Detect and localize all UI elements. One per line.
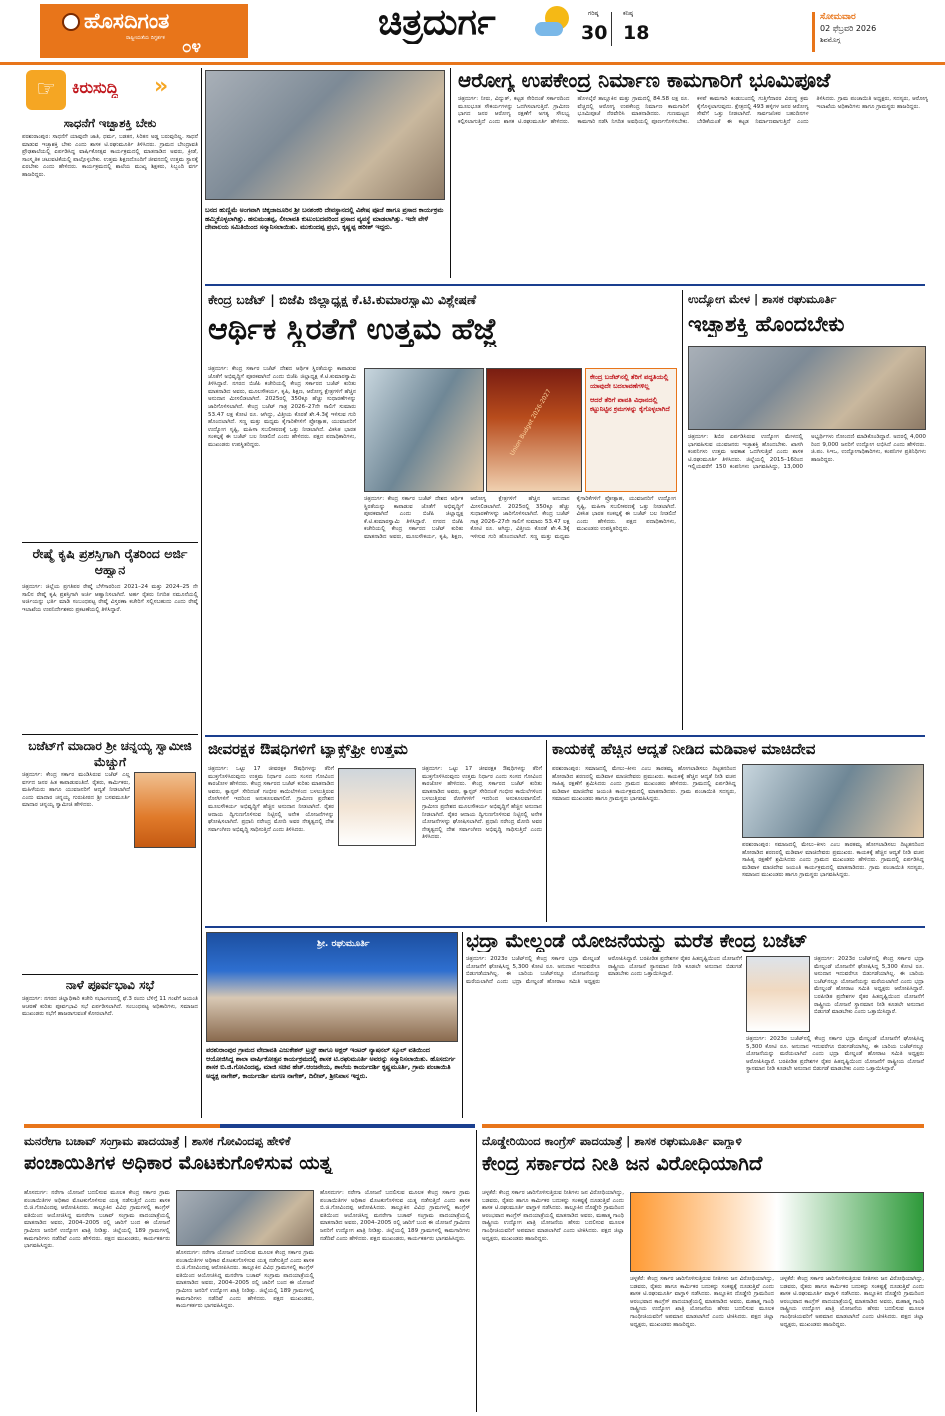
bhadra-headline: ಭದ್ರಾ ಮೇಲ್ದಂಡೆ ಯೋಜನೆಯನ್ನು ಮರೆತ ಕೇಂದ್ರ ಬಜೆಟ್	[466, 930, 808, 952]
column-rule	[201, 68, 202, 1118]
column-rule	[546, 740, 547, 922]
bottom-left-kicker: ಮನರೇಗಾ ಬಚಾವ್ ಸಂಗ್ರಾಮ ಪಾದಯಾತ್ರೆ | ಶಾಸಕ ಗೋವಿಂದಪ್ಪ ಹೇಳಿಕೆ	[24, 1134, 291, 1148]
school-photo-caption: ಪರಶುರಾಂಪುರ ಗ್ರಾಮದ ವೇದಾವತಿ ಎಜುಕೇಶನ್ ಟ್ರಸ್ಟ್ ಹಾಗೂ ಅಕ್ಷರ್ ಇಂಟರ್ ನ್ಯಾಷನಲ್ ಸ್ಕೂಲ್ ವತಿಯಿಂದ ಆಯೋಜಿಸಿದ್ದ ಶಾಲಾ ವಾರ್ಷಿಕೋತ್ಸವ ಕಾರ್ಯಕ್ರಮದಲ್ಲಿ ಶಾಸಕ ಟಿ.ರಘುಮೂರ್ತಿ ಅವರನ್ನು ಸನ್ಮಾನಿಸಲಾಯಿತು. ಹೊಸದುರ್ಗ ಶಾಸಕ ಬಿ.ಜಿ.ಗೋವಿಂದಪ್ಪ, ಮಾಜಿ ಸಚಿವ ಹೆಚ್.ಆಂಜನೇಯ, ಶಾಲೆಯ ಕಾರ್ಯದರ್ಶಿ ಕೃಷ್ಣಮೂರ್ತಿ, ಗ್ರಾಮ ಪಂಚಾಯಿತಿ ಅಧ್ಯಕ್ಷ ನಾಗೇಶ್, ಕಾರ್ಯದರ್ಶಿ ಮಗಣ ನಾಗೇಶ್, ದಿಲೀಪ್, ಶ್ರೀನಿವಾಸ ಇದ್ದರು.	[206, 1046, 456, 1080]
bottom-right-body-col3: ಚಳ್ಳಕೆರೆ: ಕೇಂದ್ರ ಸರ್ಕಾರ ಜಾರಿಗೊಳಿಸುತ್ತಿರುವ ನೀತಿಗಳು ಜನ ವಿರೋಧಿಯಾಗಿದ್ದು, ಬಡವರು, ರೈತರು ಹಾಗೂ ಕಾರ್ಮಿಕರ ಬದುಕನ್ನು ಸಂಕಷ್ಟಕ್ಕೆ ದೂಡುತ್ತಿವೆ ಎಂದು ಶಾಸಕ ಟಿ.ರಘುಮೂರ್ತಿ ವಾಗ್ದಾಳಿ ನಡೆಸಿದರು. ತಾಲ್ಲೂಕಿನ ದೊಡ್ಡೇರಿ ಗ್ರಾಮದಿಂದ ಆರಂಭವಾದ ಕಾಂಗ್ರೆಸ್ ಪಾದಯಾತ್ರೆಯಲ್ಲಿ ಮಾತನಾಡಿದ ಅವರು, ಮಹಾತ್ಮ ಗಾಂಧಿ ರಾಷ್ಟ್ರೀಯ ಉದ್ಯೋಗ ಖಾತ್ರಿ ಯೋಜನೆಯ ಹೆಸರು ಬದಲಿಸುವ ಮೂಲಕ ಗಾಂಧೀಜಿಯವರಿಗೆ ಅಪಮಾನ ಮಾಡಲಾಗಿದೆ ಎಂದು ಟೀಕಿಸಿದರು. ಪಕ್ಷದ ಜಿಲ್ಲಾ ಅಧ್ಯಕ್ಷರು, ಮುಖಂಡರು ಹಾಜರಿದ್ದರು.	[780, 1276, 924, 1328]
temple-photo	[205, 70, 445, 200]
day-name: ಸೋಮವಾರ	[820, 12, 856, 22]
bottom-right-kicker: ದೊಡ್ಡೇರಿಯಿಂದ ಕಾಂಗ್ರೆಸ್ ಪಾದಯಾತ್ರೆ | ಶಾಸಕ ರಘುಮೂರ್ತಿ ವಾಗ್ದಾಳಿ	[482, 1134, 742, 1148]
udyoga-headline: ಇಚ್ಛಾಶಕ್ತಿ ಹೊಂದಬೇಕು	[688, 312, 845, 336]
sun-cloud-icon	[533, 6, 573, 46]
mp-photo	[338, 768, 416, 846]
weather-low-label: ಕನಿಷ್ಠ	[623, 10, 634, 17]
madivala-headline: ಕಾಯಕಕ್ಕೆ ಹೆಚ್ಚಿನ ಆದ್ಯತೆ ನೀಡಿದ ಮಡಿವಾಳ ಮಾಚಿದೇವ	[552, 740, 816, 758]
bottom-right-body-col1: ಚಳ್ಳಕೆರೆ: ಕೇಂದ್ರ ಸರ್ಕಾರ ಜಾರಿಗೊಳಿಸುತ್ತಿರುವ ನೀತಿಗಳು ಜನ ವಿರೋಧಿಯಾಗಿದ್ದು, ಬಡವರು, ರೈತರು ಹಾಗೂ ಕಾರ್ಮಿಕರ ಬದುಕನ್ನು ಸಂಕಷ್ಟಕ್ಕೆ ದೂಡುತ್ತಿವೆ ಎಂದು ಶಾಸಕ ಟಿ.ರಘುಮೂರ್ತಿ ವಾಗ್ದಾಳಿ ನಡೆಸಿದರು. ತಾಲ್ಲೂಕಿನ ದೊಡ್ಡೇರಿ ಗ್ರಾಮದಿಂದ ಆರಂಭವಾದ ಕಾಂಗ್ರೆಸ್ ಪಾದಯಾತ್ರೆಯಲ್ಲಿ ಮಾತನಾಡಿದ ಅವರು, ಮಹಾತ್ಮ ಗಾಂಧಿ ರಾಷ್ಟ್ರೀಯ ಉದ್ಯೋಗ ಖಾತ್ರಿ ಯೋಜನೆಯ ಹೆಸರು ಬದಲಿಸುವ ಮೂಲಕ ಗಾಂಧೀಜಿಯವರಿಗೆ ಅಪಮಾನ ಮಾಡಲಾಗಿದೆ ಎಂದು ಟೀಕಿಸಿದರು. ಪಕ್ಷದ ಜಿಲ್ಲಾ ಅಧ್ಯಕ್ಷರು, ಮುಖಂಡರು ಹಾಜರಿದ್ದರು.	[482, 1190, 624, 1242]
story1-body: ಪರಶುರಾಂಪುರ: ಸಾಧನೆಗೆ ಯಾವುದೇ ಜಾತಿ, ಧರ್ಮ, ಬಡತನ, ಸಿರಿತನ ಅಡ್ಡ ಬರುವುದಿಲ್ಲ. ಸಾಧನೆ ಮಾಡುವ ಇಚ್ಛಾಶಕ್ತಿ ಬೇಕು ಎಂದು ಶಾಸಕ ಟಿ.ರಘುಮೂರ್ತಿ ತಿಳಿಸಿದರು. ಗ್ರಾಮದ ಬೇಂದ್ರಾವತಿ ಪ್ರೌಢಶಾಲೆಯಲ್ಲಿ ಏರ್ಪಡಿಸಿದ್ದ ವಾರ್ಷಿಕೋತ್ಸವ ಕಾರ್ಯಕ್ರಮದಲ್ಲಿ ಮಾತನಾಡಿದ ಅವರು, ಕ್ರೀಡೆ, ಸಾಂಸ್ಕೃತಿಕ ಚಟುವಟಿಕೆಯಲ್ಲಿ ಪಾಲ್ಗೊಳ್ಳಬೇಕು. ಉತ್ತಮ ಶಿಕ್ಷಣದೊಂದಿಗೆ ಜೀವನದಲ್ಲಿ ಉತ್ತಮ ಸ್ಥಾನಕ್ಕೆ ಏರಬೇಕು ಎಂದು ಹೇಳಿದರು. ಕಾರ್ಯಕ್ರಮದಲ್ಲಿ ಶಾಲೆಯ ಮುಖ್ಯ ಶಿಕ್ಷಕರು, ಸಿಬ್ಬಂದಿ ವರ್ಗ ಹಾಜರಿದ್ದರು.	[22, 134, 198, 178]
logo-emblem-icon	[62, 13, 80, 31]
weather-high: 30	[581, 22, 608, 44]
section-rule	[205, 926, 925, 928]
budget-quote-1: ಕೇಂದ್ರ ಬಜೆಟ್‌ನಲ್ಲಿ ತೆರಿಗೆ ಪದ್ಧತಿಯಲ್ಲಿ ಯಾವುದೇ ಬದಲಾವಣೆಗಳಿಲ್ಲ	[590, 373, 669, 390]
tax-body-cont: ಚಿತ್ರದುರ್ಗ: ಒಟ್ಟು 17 ಜೀವರಕ್ಷಕ ಔಷಧಿಗಳನ್ನು ತೆರಿಗೆ ಮುಕ್ತಗೊಳಿಸಿರುವುದು ಉತ್ತಮ ನಿರ್ಧಾರ ಎಂದು ಸಂಸದ ಗೋವಿಂದ ಕಾರಜೋಳ ಹೇಳಿದರು. ಕೇಂದ್ರ ಸರ್ಕಾರದ ಬಜೆಟ್ ಕುರಿತು ಮಾತನಾಡಿದ ಅವರು, ಕ್ಯಾನ್ಸರ್ ಸೇರಿದಂತೆ ಗಂಭೀರ ಕಾಯಿಲೆಗಳಿಂದ ಬಳಲುತ್ತಿರುವ ರೋಗಿಗಳಿಗೆ ಇದರಿಂದ ಅನುಕೂಲವಾಗಲಿದೆ. ಗ್ರಾಮೀಣ ಪ್ರದೇಶದ ಮೂಲಸೌಕರ್ಯ ಅಭಿವೃದ್ಧಿಗೆ ಹೆಚ್ಚಿನ ಅನುದಾನ ನೀಡಲಾಗಿದೆ. ರೈತರ ಆದಾಯ ದ್ವಿಗುಣಗೊಳಿಸುವ ನಿಟ್ಟಿನಲ್ಲಿ ಅನೇಕ ಯೋಜನೆಗಳನ್ನು ಘೋಷಿಸಲಾಗಿದೆ. ಪ್ರಧಾನಿ ನರೇಂದ್ರ ಮೋದಿ ಅವರ ನೇತೃತ್ವದಲ್ಲಿ ದೇಶ ಸರ್ವಾಂಗೀಣ ಅಭಿವೃದ್ಧಿ ಸಾಧಿಸುತ್ತಿದೆ ಎಂದು ತಿಳಿಸಿದರು.	[422, 766, 542, 841]
masthead-logo-block	[40, 4, 248, 58]
school-photo-banner: ಶ್ರೀ. ರಘುಮೂರ್ತಿ	[317, 939, 370, 949]
udyoga-kicker: ಉದ್ಯೋಗ ಮೇಳ | ಶಾಸಕ ರಘುಮೂರ್ತಿ	[688, 292, 837, 306]
weather-low: 18	[623, 22, 650, 44]
madivala-photo	[742, 764, 924, 838]
story1-title: ಸಾಧನೆಗೆ ಇಚ್ಛಾಶಕ್ತಿ ಬೇಕು	[63, 116, 157, 130]
column-rule	[462, 932, 463, 1118]
weather-high-label: ಗರಿಷ್ಠ	[588, 10, 599, 17]
date-text: 02 ಫೆಬ್ರವರಿ 2026	[820, 24, 877, 33]
budget-kicker: ಕೇಂದ್ರ ಬಜೆಟ್ | ಬಿಜೆಪಿ ಜಿಲ್ಲಾಧ್ಯಕ್ಷ ಕೆ.ಟಿ.ಕುಮಾರಸ್ವಾಮಿ ವಿಶ್ಲೇಷಣೆ	[208, 292, 477, 307]
bottom-right-headline: ಕೇಂದ್ರ ಸರ್ಕಾರದ ನೀತಿ ಜನ ವಿರೋಧಿಯಾಗಿದೆ	[482, 1152, 763, 1175]
bottom-section-rule-left	[24, 1124, 220, 1128]
budget-minister-photo	[486, 368, 582, 492]
kirusuddi-label: ಕಿರುಸುದ್ದಿ	[72, 78, 119, 97]
udyoga-body: ಚಿತ್ರದುರ್ಗ: ಶಿಬಿರ ಏರ್ಪಡಿಸಿರುವ ಉದ್ಯೋಗ ಮೇಳದಲ್ಲಿ ಭಾಗವಹಿಸುವ ಯುವಜನರು ಇಚ್ಛಾಶಕ್ತಿ ಹೊಂದಬೇಕು. ಖಾಸಗಿ ಕಂಪನಿಗಳು ಉತ್ತಮ ಅವಕಾಶ ಒದಗಿಸುತ್ತಿವೆ ಎಂದು ಶಾಸಕ ಟಿ.ರಘುಮೂರ್ತಿ ತಿಳಿಸಿದರು. ಜಿಲ್ಲೆಯಲ್ಲಿ 2015–16ರಿಂದ ಇಲ್ಲಿಯವರೆಗೆ 150 ಕಂಪನಿಗಳು ಭಾಗವಹಿಸಿದ್ದು, 13,000 ಅಭ್ಯರ್ಥಿಗಳು ನೋಂದಣಿ ಮಾಡಿಕೊಂಡಿದ್ದಾರೆ. ಅದರಲ್ಲಿ 4,000 ರಿಂದ 9,000 ಜನರಿಗೆ ಉದ್ಯೋಗ ಲಭಿಸಿದೆ ಎಂದು ಹೇಳಿದರು. ಜಿ.ಪಂ. ಸಿಇಒ, ಉದ್ಯೋಗಾಧಿಕಾರಿಗಳು, ಕಂಪನಿಗಳ ಪ್ರತಿನಿಧಿಗಳು ಹಾಜರಿದ್ದರು.	[688, 434, 926, 471]
story3-title: ಬಜೆಟ್‌ಗೆ ಮಾದಾರ ಶ್ರೀ ಚನ್ನಯ್ಯ ಸ್ವಾಮೀಜಿ ಮೆಚ್ಚುಗೆ	[28, 739, 192, 769]
masthead-rule	[0, 62, 945, 65]
arogya-body: ಚಿತ್ರದುರ್ಗ: ನೀರು, ವಿದ್ಯುತ್, ಕಟ್ಟಡ ಸೇರಿದಂತೆ ಸರ್ಕಾರದಿಂದ ಮೂಲಭೂತ ಸೌಕರ್ಯಗಳನ್ನು ಒದಗಿಸಲಾಗುತ್ತಿದೆ. ಗ್ರಾಮೀಣ ಭಾಗದ ಜನರ ಆರೋಗ್ಯ ರಕ್ಷಣೆಗೆ ಅಗತ್ಯ ಸೌಲಭ್ಯ ಕಲ್ಪಿಸಲಾಗುತ್ತಿದೆ ಎಂದು ಶಾಸಕ ಟಿ.ರಘುಮೂರ್ತಿ ಹೇಳಿದರು. ಹೊಳಲ್ಕೆರೆ ತಾಲ್ಲೂಕಿನ ಮತ್ತು ಗ್ರಾಮದಲ್ಲಿ 84.58 ಲಕ್ಷ ರೂ. ವೆಚ್ಚದಲ್ಲಿ ಆರೋಗ್ಯ ಉಪಕೇಂದ್ರ ನಿರ್ಮಾಣ ಕಾಮಗಾರಿಗೆ ಭೂಮಿಪೂಜೆ ನೆರವೇರಿಸಿ ಮಾತನಾಡಿದರು. ಗುಣಮಟ್ಟದ ಕಾಮಗಾರಿ ನಡೆಸಿ ನಿಗದಿತ ಅವಧಿಯಲ್ಲಿ ಪೂರ್ಣಗೊಳಿಸಬೇಕು. ಕಳಪೆ ಕಾಮಗಾರಿ ಕಂಡುಬಂದಲ್ಲಿ ಗುತ್ತಿಗೆದಾರರ ವಿರುದ್ಧ ಕ್ರಮ ಕೈಗೊಳ್ಳಲಾಗುವುದು. ಕ್ಷೇತ್ರದಲ್ಲಿ 493 ಹಳ್ಳಿಗಳ ಜನರ ಆರೋಗ್ಯ ಸೇವೆಗೆ ಒತ್ತು ನೀಡಲಾಗಿದೆ. ಸಾರ್ವಜನಿಕರ ಬಹುದಿನಗಳ ಬೇಡಿಕೆಯಂತೆ ಈ ಕಟ್ಟಡ ನಿರ್ಮಾಣವಾಗುತ್ತಿದೆ ಎಂದು ತಿಳಿಸಿದರು. ಗ್ರಾಮ ಪಂಚಾಯಿತಿ ಅಧ್ಯಕ್ಷರು, ಸದಸ್ಯರು, ಆರೋಗ್ಯ ಇಲಾಖೆಯ ಅಧಿಕಾರಿಗಳು ಹಾಗೂ ಗ್ರಾಮಸ್ಥರು ಹಾಜರಿದ್ದರು.	[458, 96, 928, 125]
divider	[22, 542, 198, 543]
tax-body: ಚಿತ್ರದುರ್ಗ: ಒಟ್ಟು 17 ಜೀವರಕ್ಷಕ ಔಷಧಿಗಳನ್ನು ತೆರಿಗೆ ಮುಕ್ತಗೊಳಿಸಿರುವುದು ಉತ್ತಮ ನಿರ್ಧಾರ ಎಂದು ಸಂಸದ ಗೋವಿಂದ ಕಾರಜೋಳ ಹೇಳಿದರು. ಕೇಂದ್ರ ಸರ್ಕಾರದ ಬಜೆಟ್ ಕುರಿತು ಮಾತನಾಡಿದ ಅವರು, ಕ್ಯಾನ್ಸರ್ ಸೇರಿದಂತೆ ಗಂಭೀರ ಕಾಯಿಲೆಗಳಿಂದ ಬಳಲುತ್ತಿರುವ ರೋಗಿಗಳಿಗೆ ಇದರಿಂದ ಅನುಕೂಲವಾಗಲಿದೆ. ಗ್ರಾಮೀಣ ಪ್ರದೇಶದ ಮೂಲಸೌಕರ್ಯ ಅಭಿವೃದ್ಧಿಗೆ ಹೆಚ್ಚಿನ ಅನುದಾನ ನೀಡಲಾಗಿದೆ. ರೈತರ ಆದಾಯ ದ್ವಿಗುಣಗೊಳಿಸುವ ನಿಟ್ಟಿನಲ್ಲಿ ಅನೇಕ ಯೋಜನೆಗಳನ್ನು ಘೋಷಿಸಲಾಗಿದೆ. ಪ್ರಧಾನಿ ನರೇಂದ್ರ ಮೋದಿ ಅವರ ನೇತೃತ್ವದಲ್ಲಿ ದೇಶ ಸರ್ವಾಂಗೀಣ ಅಭಿವೃದ್ಧಿ ಸಾಧಿಸುತ್ತಿದೆ ಎಂದು ತಿಳಿಸಿದರು.	[208, 766, 334, 833]
temple-photo-caption: ಬನದ ಹುಣ್ಣಿಮೆ ಅಂಗವಾಗಿ ಚಿಕ್ಕಜಾಜೂರಿನ ಶ್ರೀ ಬನಶಂಕರಿ ದೇವಸ್ಥಾನದಲ್ಲಿ ವಿಶೇಷ ಪೂಜೆ ಹಾಗೂ ಪ್ರಸಾದ ಕಾರ್ಯಕ್ರಮ ಹಮ್ಮಿಕೊಳ್ಳಲಾಗಿತ್ತು. ಹನುಮಂತಪ್ಪ, ಲೀಲಾವತಿ ಕುಟುಂಬದವರಿಂದ ಪ್ರಸಾದ ವ್ಯವಸ್ಥೆ ಮಾಡಲಾಗಿತ್ತು. ಇದೇ ವೇಳೆ ದೇವಾಲಯ ಸಮಿತಿಯಿಂದ ಸನ್ಮಾನಿಸಲಾಯಿತು. ಮುಕುಂದಪ್ಪ ಪ್ರಭು, ಕೃಷ್ಣಪ್ಪ ಹರೀಶ್ ಇದ್ದರು.	[205, 206, 444, 232]
school-photo	[206, 932, 458, 1042]
column-rule	[450, 68, 451, 278]
bottom-left-body-col2: ಹೊಸದುರ್ಗ: ನರೇಗಾ ಯೋಜನೆ ಬದಲಿಸುವ ಮೂಲಕ ಕೇಂದ್ರ ಸರ್ಕಾರ ಗ್ರಾಮ ಪಂಚಾಯಿತಿಗಳ ಅಧಿಕಾರ ಮೊಟಕುಗೊಳಿಸುವ ಯತ್ನ ನಡೆಸುತ್ತಿದೆ ಎಂದು ಶಾಸಕ ಬಿ.ಜಿ.ಗೋವಿಂದಪ್ಪ ಆರೋಪಿಸಿದರು. ತಾಲ್ಲೂಕಿನ ವಿವಿಧ ಗ್ರಾಮಗಳಲ್ಲಿ ಕಾಂಗ್ರೆಸ್ ವತಿಯಿಂದ ಆಯೋಜಿಸಿದ್ದ ಮನರೇಗಾ ಬಚಾವ್ ಸಂಗ್ರಾಮ ಪಾದಯಾತ್ರೆಯಲ್ಲಿ ಮಾತನಾಡಿದ ಅವರು, 2004–2005 ರಲ್ಲಿ ಜಾರಿಗೆ ಬಂದ ಈ ಯೋಜನೆ ಗ್ರಾಮೀಣ ಜನರಿಗೆ ಉದ್ಯೋಗ ಖಾತ್ರಿ ನೀಡಿತ್ತು. ಜಿಲ್ಲೆಯಲ್ಲಿ 189 ಗ್ರಾಮಗಳಲ್ಲಿ ಕಾಮಗಾರಿಗಳು ನಡೆದಿವೆ ಎಂದು ಹೇಳಿದರು. ಪಕ್ಷದ ಮುಖಂಡರು, ಕಾರ್ಯಕರ್ತರು ಭಾಗವಹಿಸಿದ್ದರು.	[176, 1250, 314, 1310]
budget-headline: ಆರ್ಥಿಕ ಸ್ಥಿರತೆಗೆ ಉತ್ತಮ ಹೆಜ್ಜೆ	[208, 312, 498, 347]
tagline: ರಾಷ್ಟ್ರೀಯತೆಯ ದಿಗ್ದರ್ಶಕ	[126, 35, 165, 41]
budget-body-col1: ಚಿತ್ರದುರ್ಗ: ಕೇಂದ್ರ ಸರ್ಕಾರ ಬಜೆಟ್ ದೇಶದ ಆರ್ಥಿಕ ಸ್ಥಿರತೆಯನ್ನು ಕಾಪಾಡುವ ಜೊತೆಗೆ ಅಭಿವೃದ್ಧಿಗೆ ಪೂರಕವಾಗಿದೆ ಎಂದು ಬಿಜೆಪಿ ಜಿಲ್ಲಾಧ್ಯಕ್ಷ ಕೆ.ಟಿ.ಕುಮಾರಸ್ವಾಮಿ ತಿಳಿಸಿದ್ದಾರೆ. ನಗರದ ಬಿಜೆಪಿ ಕಚೇರಿಯಲ್ಲಿ ಕೇಂದ್ರ ಸರ್ಕಾರದ ಬಜೆಟ್ ಕುರಿತು ಮಾತನಾಡಿದ ಅವರು, ಮೂಲಸೌಕರ್ಯ, ಕೃಷಿ, ಶಿಕ್ಷಣ, ಆರೋಗ್ಯ ಕ್ಷೇತ್ರಗಳಿಗೆ ಹೆಚ್ಚಿನ ಅನುದಾನ ಮೀಸಲಿಡಲಾಗಿದೆ. 2025ರಲ್ಲಿ 350ಕ್ಕೂ ಹೆಚ್ಚು ಸುಧಾರಣೆಗಳನ್ನು ಜಾರಿಗೊಳಿಸಲಾಗಿದೆ. ಕೇಂದ್ರ ಬಜೆಟ್ ಗಾತ್ರ 2026–27ನೇ ಸಾಲಿಗೆ ಸುಮಾರು 53.47 ಲಕ್ಷ ಕೋಟಿ ರೂ. ಆಗಿದ್ದು, ವಿತ್ತೀಯ ಕೊರತೆ ಶೇ.4.3ಕ್ಕೆ ಇಳಿಸುವ ಗುರಿ ಹೊಂದಲಾಗಿದೆ. ಸಣ್ಣ ಮತ್ತು ಮಧ್ಯಮ ಕೈಗಾರಿಕೆಗಳಿಗೆ ಪ್ರೋತ್ಸಾಹ, ಯುವಜನರಿಗೆ ಉದ್ಯೋಗ ಸೃಷ್ಟಿ, ಮಹಿಳಾ ಸಬಲೀಕರಣಕ್ಕೆ ಒತ್ತು ನೀಡಲಾಗಿದೆ. ವಿಕಸಿತ ಭಾರತ ಸಂಕಲ್ಪಕ್ಕೆ ಈ ಬಜೆಟ್ ಬಲ ನೀಡಲಿದೆ ಎಂದು ಹೇಳಿದರು. ಪಕ್ಷದ ಪದಾಧಿಕಾರಿಗಳು, ಮುಖಂಡರು ಉಪಸ್ಥಿತರಿದ್ದರು.	[208, 366, 356, 448]
bhadra-body: ಚಿತ್ರದುರ್ಗ: 2023ರ ಬಜೆಟ್‌ನಲ್ಲಿ ಕೇಂದ್ರ ಸರ್ಕಾರ ಭದ್ರಾ ಮೇಲ್ದಂಡೆ ಯೋಜನೆಗೆ ಘೋಷಿಸಿದ್ದ 5,300 ಕೋಟಿ ರೂ. ಅನುದಾನ ಇದುವರೆಗೂ ಬಿಡುಗಡೆಯಾಗಿಲ್ಲ. ಈ ಬಾರಿಯ ಬಜೆಟ್‌ನಲ್ಲೂ ಯೋಜನೆಯನ್ನು ಮರೆಯಲಾಗಿದೆ ಎಂದು ಭದ್ರಾ ಮೇಲ್ದಂಡೆ ಹೋರಾಟ ಸಮಿತಿ ಅಧ್ಯಕ್ಷರು ಆರೋಪಿಸಿದ್ದಾರೆ. ಬರಪೀಡಿತ ಪ್ರದೇಶಗಳ ರೈತರ ಹಿತದೃಷ್ಟಿಯಿಂದ ಯೋಜನೆಗೆ ರಾಷ್ಟ್ರೀಯ ಯೋಜನೆ ಸ್ಥಾನಮಾನ ನೀಡಿ ಕೂಡಲೇ ಅನುದಾನ ಬಿಡುಗಡೆ ಮಾಡಬೇಕು ಎಂದು ಒತ್ತಾಯಿಸಿದ್ದಾರೆ.	[466, 956, 742, 985]
bottom-left-headline: ಪಂಚಾಯಿತಿಗಳ ಅಧಿಕಾರ ಮೊಟಕುಗೊಳಿಸುವ ಯತ್ನ	[24, 1152, 333, 1174]
budget-meeting-photo	[364, 368, 484, 492]
weather-divider	[611, 12, 612, 46]
story4-title: ನಾಳೆ ಪೂರ್ವಭಾವಿ ಸಭೆ	[65, 978, 155, 992]
edition-title: ಚಿತ್ರದುರ್ಗ	[378, 2, 496, 43]
divider	[22, 734, 198, 735]
bhadra-body-cont: ಚಿತ್ರದುರ್ಗ: 2023ರ ಬಜೆಟ್‌ನಲ್ಲಿ ಕೇಂದ್ರ ಸರ್ಕಾರ ಭದ್ರಾ ಮೇಲ್ದಂಡೆ ಯೋಜನೆಗೆ ಘೋಷಿಸಿದ್ದ 5,300 ಕೋಟಿ ರೂ. ಅನುದಾನ ಇದುವರೆಗೂ ಬಿಡುಗಡೆಯಾಗಿಲ್ಲ. ಈ ಬಾರಿಯ ಬಜೆಟ್‌ನಲ್ಲೂ ಯೋಜನೆಯನ್ನು ಮರೆಯಲಾಗಿದೆ ಎಂದು ಭದ್ರಾ ಮೇಲ್ದಂಡೆ ಹೋರಾಟ ಸಮಿತಿ ಅಧ್ಯಕ್ಷರು ಆರೋಪಿಸಿದ್ದಾರೆ. ಬರಪೀಡಿತ ಪ್ರದೇಶಗಳ ರೈತರ ಹಿತದೃಷ್ಟಿಯಿಂದ ಯೋಜನೆಗೆ ರಾಷ್ಟ್ರೀಯ ಯೋಜನೆ ಸ್ಥಾನಮಾನ ನೀಡಿ ಕೂಡಲೇ ಅನುದಾನ ಬಿಡುಗಡೆ ಮಾಡಬೇಕು ಎಂದು ಒತ್ತಾಯಿಸಿದ್ದಾರೆ.	[746, 1036, 924, 1073]
page-number: ೦೪	[182, 37, 202, 57]
column-rule	[476, 1130, 477, 1412]
arogya-headline: ಆರೋಗ್ಯ ಉಪಕೇಂದ್ರ ನಿರ್ಮಾಣ ಕಾಮಗಾರಿಗೆ ಭೂಮಿಪೂಜೆ	[458, 68, 831, 92]
column-rule	[682, 290, 683, 730]
chevrons-icon: »	[154, 74, 169, 99]
budget-body-col2: ಚಿತ್ರದುರ್ಗ: ಕೇಂದ್ರ ಸರ್ಕಾರ ಬಜೆಟ್ ದೇಶದ ಆರ್ಥಿಕ ಸ್ಥಿರತೆಯನ್ನು ಕಾಪಾಡುವ ಜೊತೆಗೆ ಅಭಿವೃದ್ಧಿಗೆ ಪೂರಕವಾಗಿದೆ ಎಂದು ಬಿಜೆಪಿ ಜಿಲ್ಲಾಧ್ಯಕ್ಷ ಕೆ.ಟಿ.ಕುಮಾರಸ್ವಾಮಿ ತಿಳಿಸಿದ್ದಾರೆ. ನಗರದ ಬಿಜೆಪಿ ಕಚೇರಿಯಲ್ಲಿ ಕೇಂದ್ರ ಸರ್ಕಾರದ ಬಜೆಟ್ ಕುರಿತು ಮಾತನಾಡಿದ ಅವರು, ಮೂಲಸೌಕರ್ಯ, ಕೃಷಿ, ಶಿಕ್ಷಣ, ಆರೋಗ್ಯ ಕ್ಷೇತ್ರಗಳಿಗೆ ಹೆಚ್ಚಿನ ಅನುದಾನ ಮೀಸಲಿಡಲಾಗಿದೆ. 2025ರಲ್ಲಿ 350ಕ್ಕೂ ಹೆಚ್ಚು ಸುಧಾರಣೆಗಳನ್ನು ಜಾರಿಗೊಳಿಸಲಾಗಿದೆ. ಕೇಂದ್ರ ಬಜೆಟ್ ಗಾತ್ರ 2026–27ನೇ ಸಾಲಿಗೆ ಸುಮಾರು 53.47 ಲಕ್ಷ ಕೋಟಿ ರೂ. ಆಗಿದ್ದು, ವಿತ್ತೀಯ ಕೊರತೆ ಶೇ.4.3ಕ್ಕೆ ಇಳಿಸುವ ಗುರಿ ಹೊಂದಲಾಗಿದೆ. ಸಣ್ಣ ಮತ್ತು ಮಧ್ಯಮ ಕೈಗಾರಿಕೆಗಳಿಗೆ ಪ್ರೋತ್ಸಾಹ, ಯುವಜನರಿಗೆ ಉದ್ಯೋಗ ಸೃಷ್ಟಿ, ಮಹಿಳಾ ಸಬಲೀಕರಣಕ್ಕೆ ಒತ್ತು ನೀಡಲಾಗಿದೆ. ವಿಕಸಿತ ಭಾರತ ಸಂಕಲ್ಪಕ್ಕೆ ಈ ಬಜೆಟ್ ಬಲ ನೀಡಲಿದೆ ಎಂದು ಹೇಳಿದರು. ಪಕ್ಷದ ಪದಾಧಿಕಾರಿಗಳು, ಮುಖಂಡರು ಉಪಸ್ಥಿತರಿದ್ದರು.	[364, 496, 676, 540]
story4-body: ಚಿತ್ರದುರ್ಗ: ನಗರದ ಜಿಲ್ಲಾಧಿಕಾರಿ ಕಚೇರಿ ಸಭಾಂಗಣದಲ್ಲಿ ಫೆ.3 ರಂದು ಬೆಳಿಗ್ಗೆ 11 ಗಂಟೆಗೆ ಜಯಂತಿ ಆಚರಣೆ ಕುರಿತು ಪೂರ್ವಭಾವಿ ಸಭೆ ಏರ್ಪಡಿಸಲಾಗಿದೆ. ಸಂಬಂಧಪಟ್ಟ ಅಧಿಕಾರಿಗಳು, ಸಮಾಜದ ಮುಖಂಡರು ಸಭೆಗೆ ಹಾಜರಾಗುವಂತೆ ಕೋರಲಾಗಿದೆ.	[22, 996, 198, 1018]
bottom-right-rule	[482, 1124, 924, 1128]
swamiji-photo	[134, 772, 196, 848]
bottom-left-body-col1: ಹೊಸದುರ್ಗ: ನರೇಗಾ ಯೋಜನೆ ಬದಲಿಸುವ ಮೂಲಕ ಕೇಂದ್ರ ಸರ್ಕಾರ ಗ್ರಾಮ ಪಂಚಾಯಿತಿಗಳ ಅಧಿಕಾರ ಮೊಟಕುಗೊಳಿಸುವ ಯತ್ನ ನಡೆಸುತ್ತಿದೆ ಎಂದು ಶಾಸಕ ಬಿ.ಜಿ.ಗೋವಿಂದಪ್ಪ ಆರೋಪಿಸಿದರು. ತಾಲ್ಲೂಕಿನ ವಿವಿಧ ಗ್ರಾಮಗಳಲ್ಲಿ ಕಾಂಗ್ರೆಸ್ ವತಿಯಿಂದ ಆಯೋಜಿಸಿದ್ದ ಮನರೇಗಾ ಬಚಾವ್ ಸಂಗ್ರಾಮ ಪಾದಯಾತ್ರೆಯಲ್ಲಿ ಮಾತನಾಡಿದ ಅವರು, 2004–2005 ರಲ್ಲಿ ಜಾರಿಗೆ ಬಂದ ಈ ಯೋಜನೆ ಗ್ರಾಮೀಣ ಜನರಿಗೆ ಉದ್ಯೋಗ ಖಾತ್ರಿ ನೀಡಿತ್ತು. ಜಿಲ್ಲೆಯಲ್ಲಿ 189 ಗ್ರಾಮಗಳಲ್ಲಿ ಕಾಮಗಾರಿಗಳು ನಡೆದಿವೆ ಎಂದು ಹೇಳಿದರು. ಪಕ್ಷದ ಮುಖಂಡರು, ಕಾರ್ಯಕರ್ತರು ಭಾಗವಹಿಸಿದ್ದರು.	[24, 1190, 170, 1250]
paper-name: ಹೊಸದಿಗಂತ	[84, 9, 170, 33]
kirusuddi-badge	[26, 70, 184, 110]
bottom-right-body-col2: ಚಳ್ಳಕೆರೆ: ಕೇಂದ್ರ ಸರ್ಕಾರ ಜಾರಿಗೊಳಿಸುತ್ತಿರುವ ನೀತಿಗಳು ಜನ ವಿರೋಧಿಯಾಗಿದ್ದು, ಬಡವರು, ರೈತರು ಹಾಗೂ ಕಾರ್ಮಿಕರ ಬದುಕನ್ನು ಸಂಕಷ್ಟಕ್ಕೆ ದೂಡುತ್ತಿವೆ ಎಂದು ಶಾಸಕ ಟಿ.ರಘುಮೂರ್ತಿ ವಾಗ್ದಾಳಿ ನಡೆಸಿದರು. ತಾಲ್ಲೂಕಿನ ದೊಡ್ಡೇರಿ ಗ್ರಾಮದಿಂದ ಆರಂಭವಾದ ಕಾಂಗ್ರೆಸ್ ಪಾದಯಾತ್ರೆಯಲ್ಲಿ ಮಾತನಾಡಿದ ಅವರು, ಮಹಾತ್ಮ ಗಾಂಧಿ ರಾಷ್ಟ್ರೀಯ ಉದ್ಯೋಗ ಖಾತ್ರಿ ಯೋಜನೆಯ ಹೆಸರು ಬದಲಿಸುವ ಮೂಲಕ ಗಾಂಧೀಜಿಯವರಿಗೆ ಅಪಮಾನ ಮಾಡಲಾಗಿದೆ ಎಂದು ಟೀಕಿಸಿದರು. ಪಕ್ಷದ ಜಿಲ್ಲಾ ಅಧ್ಯಕ್ಷರು, ಮುಖಂಡರು ಹಾಜರಿದ್ದರು.	[630, 1276, 774, 1328]
kirusuddi-column	[22, 66, 198, 1121]
masthead	[0, 0, 945, 62]
madivala-body: ಪರಶುರಾಂಪುರ: ಸಮಾಜದಲ್ಲಿ ಮೇಲು–ಕೀಳು ಎಂಬ ತಾರತಮ್ಯ ಹೋಗಲಾಡಿಸಲು ದಿಟ್ಟತನದಿಂದ ಹೋರಾಡಿದ ಶರಣರಲ್ಲಿ ಮಡಿವಾಳ ಮಾಚಿದೇವರು ಪ್ರಮುಖರು. ಕಾಯಕಕ್ಕೆ ಹೆಚ್ಚಿನ ಆದ್ಯತೆ ನೀಡಿ ವಚನ ಸಾಹಿತ್ಯ ರಕ್ಷಣೆಗೆ ಶ್ರಮಿಸಿದರು ಎಂದು ಗ್ರಾಮದ ಮುಖಂಡರು ಹೇಳಿದರು. ಗ್ರಾಮದಲ್ಲಿ ಏರ್ಪಡಿಸಿದ್ದ ಮಡಿವಾಳ ಮಾಚಿದೇವ ಜಯಂತಿ ಕಾರ್ಯಕ್ರಮದಲ್ಲಿ ಮಾತನಾಡಿದರು. ಗ್ರಾಮ ಪಂಚಾಯಿತಿ ಸದಸ್ಯರು, ಸಮಾಜದ ಮುಖಂಡರು ಹಾಗೂ ಗ್ರಾಮಸ್ಥರು ಭಾಗವಹಿಸಿದ್ದರು.	[552, 766, 736, 803]
date-box	[812, 12, 920, 52]
story2-title: ರೇಷ್ಮೆ ಕೃಷಿ ಪ್ರಶಸ್ತಿಗಾಗಿ ರೈತರಿಂದ ಅರ್ಜಿ ಆಹ್ವಾನ	[32, 546, 188, 577]
bhadra-leader-photo	[746, 956, 810, 1032]
madivala-body-cont: ಪರಶುರಾಂಪುರ: ಸಮಾಜದಲ್ಲಿ ಮೇಲು–ಕೀಳು ಎಂಬ ತಾರತಮ್ಯ ಹೋಗಲಾಡಿಸಲು ದಿಟ್ಟತನದಿಂದ ಹೋರಾಡಿದ ಶರಣರಲ್ಲಿ ಮಡಿವಾಳ ಮಾಚಿದೇವರು ಪ್ರಮುಖರು. ಕಾಯಕಕ್ಕೆ ಹೆಚ್ಚಿನ ಆದ್ಯತೆ ನೀಡಿ ವಚನ ಸಾಹಿತ್ಯ ರಕ್ಷಣೆಗೆ ಶ್ರಮಿಸಿದರು ಎಂದು ಗ್ರಾಮದ ಮುಖಂಡರು ಹೇಳಿದರು. ಗ್ರಾಮದಲ್ಲಿ ಏರ್ಪಡಿಸಿದ್ದ ಮಡಿವಾಳ ಮಾಚಿದೇವ ಜಯಂತಿ ಕಾರ್ಯಕ್ರಮದಲ್ಲಿ ಮಾತನಾಡಿದರು. ಗ್ರಾಮ ಪಂಚಾಯಿತಿ ಸದಸ್ಯರು, ಸಮಾಜದ ಮುಖಂಡರು ಹಾಗೂ ಗ್ರಾಮಸ್ಥರು ಭಾಗವಹಿಸಿದ್ದರು.	[742, 842, 924, 879]
story2-body: ಚಿತ್ರದುರ್ಗ: ಜಿಲ್ಲೆಯ ಪ್ರಗತಿಪರ ರೇಷ್ಮೆ ಬೆಳೆಗಾರರಿಂದ 2021–24 ಮತ್ತು 2024–25 ನೇ ಸಾಲಿನ ರೇಷ್ಮೆ ಕೃಷಿ ಪ್ರಶಸ್ತಿಗಾಗಿ ಅರ್ಜಿ ಆಹ್ವಾನಿಸಲಾಗಿದೆ. ಅರ್ಹ ರೈತರು ನಿಗದಿತ ನಮೂನೆಯಲ್ಲಿ ಅರ್ಜಿಯನ್ನು ಭರ್ತಿ ಮಾಡಿ ಸಂಬಂಧಪಟ್ಟ ರೇಷ್ಮೆ ವಿಸ್ತರಣಾ ಕಚೇರಿಗೆ ಸಲ್ಲಿಸಬಹುದು ಎಂದು ರೇಷ್ಮೆ ಇಲಾಖೆಯ ಉಪನಿರ್ದೇಶಕರು ಪ್ರಕಟಣೆಯಲ್ಲಿ ತಿಳಿಸಿದ್ದಾರೆ.	[22, 584, 198, 613]
bottom-section-rule-right	[220, 1124, 475, 1128]
section-rule	[205, 735, 925, 737]
bhadra-body-side: ಚಿತ್ರದುರ್ಗ: 2023ರ ಬಜೆಟ್‌ನಲ್ಲಿ ಕೇಂದ್ರ ಸರ್ಕಾರ ಭದ್ರಾ ಮೇಲ್ದಂಡೆ ಯೋಜನೆಗೆ ಘೋಷಿಸಿದ್ದ 5,300 ಕೋಟಿ ರೂ. ಅನುದಾನ ಇದುವರೆಗೂ ಬಿಡುಗಡೆಯಾಗಿಲ್ಲ. ಈ ಬಾರಿಯ ಬಜೆಟ್‌ನಲ್ಲೂ ಯೋಜನೆಯನ್ನು ಮರೆಯಲಾಗಿದೆ ಎಂದು ಭದ್ರಾ ಮೇಲ್ದಂಡೆ ಹೋರಾಟ ಸಮಿತಿ ಅಧ್ಯಕ್ಷರು ಆರೋಪಿಸಿದ್ದಾರೆ. ಬರಪೀಡಿತ ಪ್ರದೇಶಗಳ ರೈತರ ಹಿತದೃಷ್ಟಿಯಿಂದ ಯೋಜನೆಗೆ ರಾಷ್ಟ್ರೀಯ ಯೋಜನೆ ಸ್ಥಾನಮಾನ ನೀಡಿ ಕೂಡಲೇ ಅನುದಾನ ಬಿಡುಗಡೆ ಮಾಡಬೇಕು ಎಂದು ಒತ್ತಾಯಿಸಿದ್ದಾರೆ.	[814, 956, 924, 1016]
budget-quote-box	[585, 368, 677, 492]
padayatre-photo-1	[176, 1190, 314, 1246]
city-name: ಶಿವಮೊಗ್ಗ	[820, 36, 841, 44]
udyoga-photo	[688, 346, 926, 430]
tax-headline: ಜೀವರಕ್ಷಕ ಔಷಧಿಗಳಿಗೆ ಟ್ಯಾಕ್ಸ್‌ಫ್ರೀ ಉತ್ತಮ	[208, 740, 408, 758]
hand-icon: ☞	[26, 70, 66, 110]
section-rule	[205, 284, 925, 286]
story3-body: ಚಿತ್ರದುರ್ಗ: ಕೇಂದ್ರ ಸರ್ಕಾರ ಮಂಡಿಸಿರುವ ಬಜೆಟ್ ಎಲ್ಲ ವರ್ಗದ ಜನರ ಹಿತ ಕಾಪಾಡುವಂತಿದೆ. ರೈತರು, ಕಾರ್ಮಿಕರು, ಮಹಿಳೆಯರು ಹಾಗೂ ಯುವಜನರಿಗೆ ಆದ್ಯತೆ ನೀಡಲಾಗಿದೆ ಎಂದು ಮಾದಾರ ಚನ್ನಯ್ಯ ಗುರುಪೀಠದ ಶ್ರೀ ಬಸವಮೂರ್ತಿ ಮಾದಾರ ಚನ್ನಯ್ಯ ಸ್ವಾಮೀಜಿ ಹೇಳಿದರು.	[22, 772, 130, 809]
budget-photo-label: Union Budget 2026-2027	[508, 388, 553, 457]
budget-quote-2: ಆದರೆ ತೆರಿಗೆ ಪಾವತಿ ವಿಧಾನದಲ್ಲಿ ಕಟ್ಟುನಿಟ್ಟಿನ ಕ್ರಮಗಳನ್ನು ಕೈಗೊಳ್ಳಲಾಗಿದೆ	[590, 396, 670, 413]
bottom-left-body-col3: ಹೊಸದುರ್ಗ: ನರೇಗಾ ಯೋಜನೆ ಬದಲಿಸುವ ಮೂಲಕ ಕೇಂದ್ರ ಸರ್ಕಾರ ಗ್ರಾಮ ಪಂಚಾಯಿತಿಗಳ ಅಧಿಕಾರ ಮೊಟಕುಗೊಳಿಸುವ ಯತ್ನ ನಡೆಸುತ್ತಿದೆ ಎಂದು ಶಾಸಕ ಬಿ.ಜಿ.ಗೋವಿಂದಪ್ಪ ಆರೋಪಿಸಿದರು. ತಾಲ್ಲೂಕಿನ ವಿವಿಧ ಗ್ರಾಮಗಳಲ್ಲಿ ಕಾಂಗ್ರೆಸ್ ವತಿಯಿಂದ ಆಯೋಜಿಸಿದ್ದ ಮನರೇಗಾ ಬಚಾವ್ ಸಂಗ್ರಾಮ ಪಾದಯಾತ್ರೆಯಲ್ಲಿ ಮಾತನಾಡಿದ ಅವರು, 2004–2005 ರಲ್ಲಿ ಜಾರಿಗೆ ಬಂದ ಈ ಯೋಜನೆ ಗ್ರಾಮೀಣ ಜನರಿಗೆ ಉದ್ಯೋಗ ಖಾತ್ರಿ ನೀಡಿತ್ತು. ಜಿಲ್ಲೆಯಲ್ಲಿ 189 ಗ್ರಾಮಗಳಲ್ಲಿ ಕಾಮಗಾರಿಗಳು ನಡೆದಿವೆ ಎಂದು ಹೇಳಿದರು. ಪಕ್ಷದ ಮುಖಂಡರು, ಕಾರ್ಯಕರ್ತರು ಭಾಗವಹಿಸಿದ್ದರು.	[320, 1190, 470, 1242]
congress-padayatre-photo	[630, 1192, 924, 1272]
divider	[22, 974, 198, 975]
